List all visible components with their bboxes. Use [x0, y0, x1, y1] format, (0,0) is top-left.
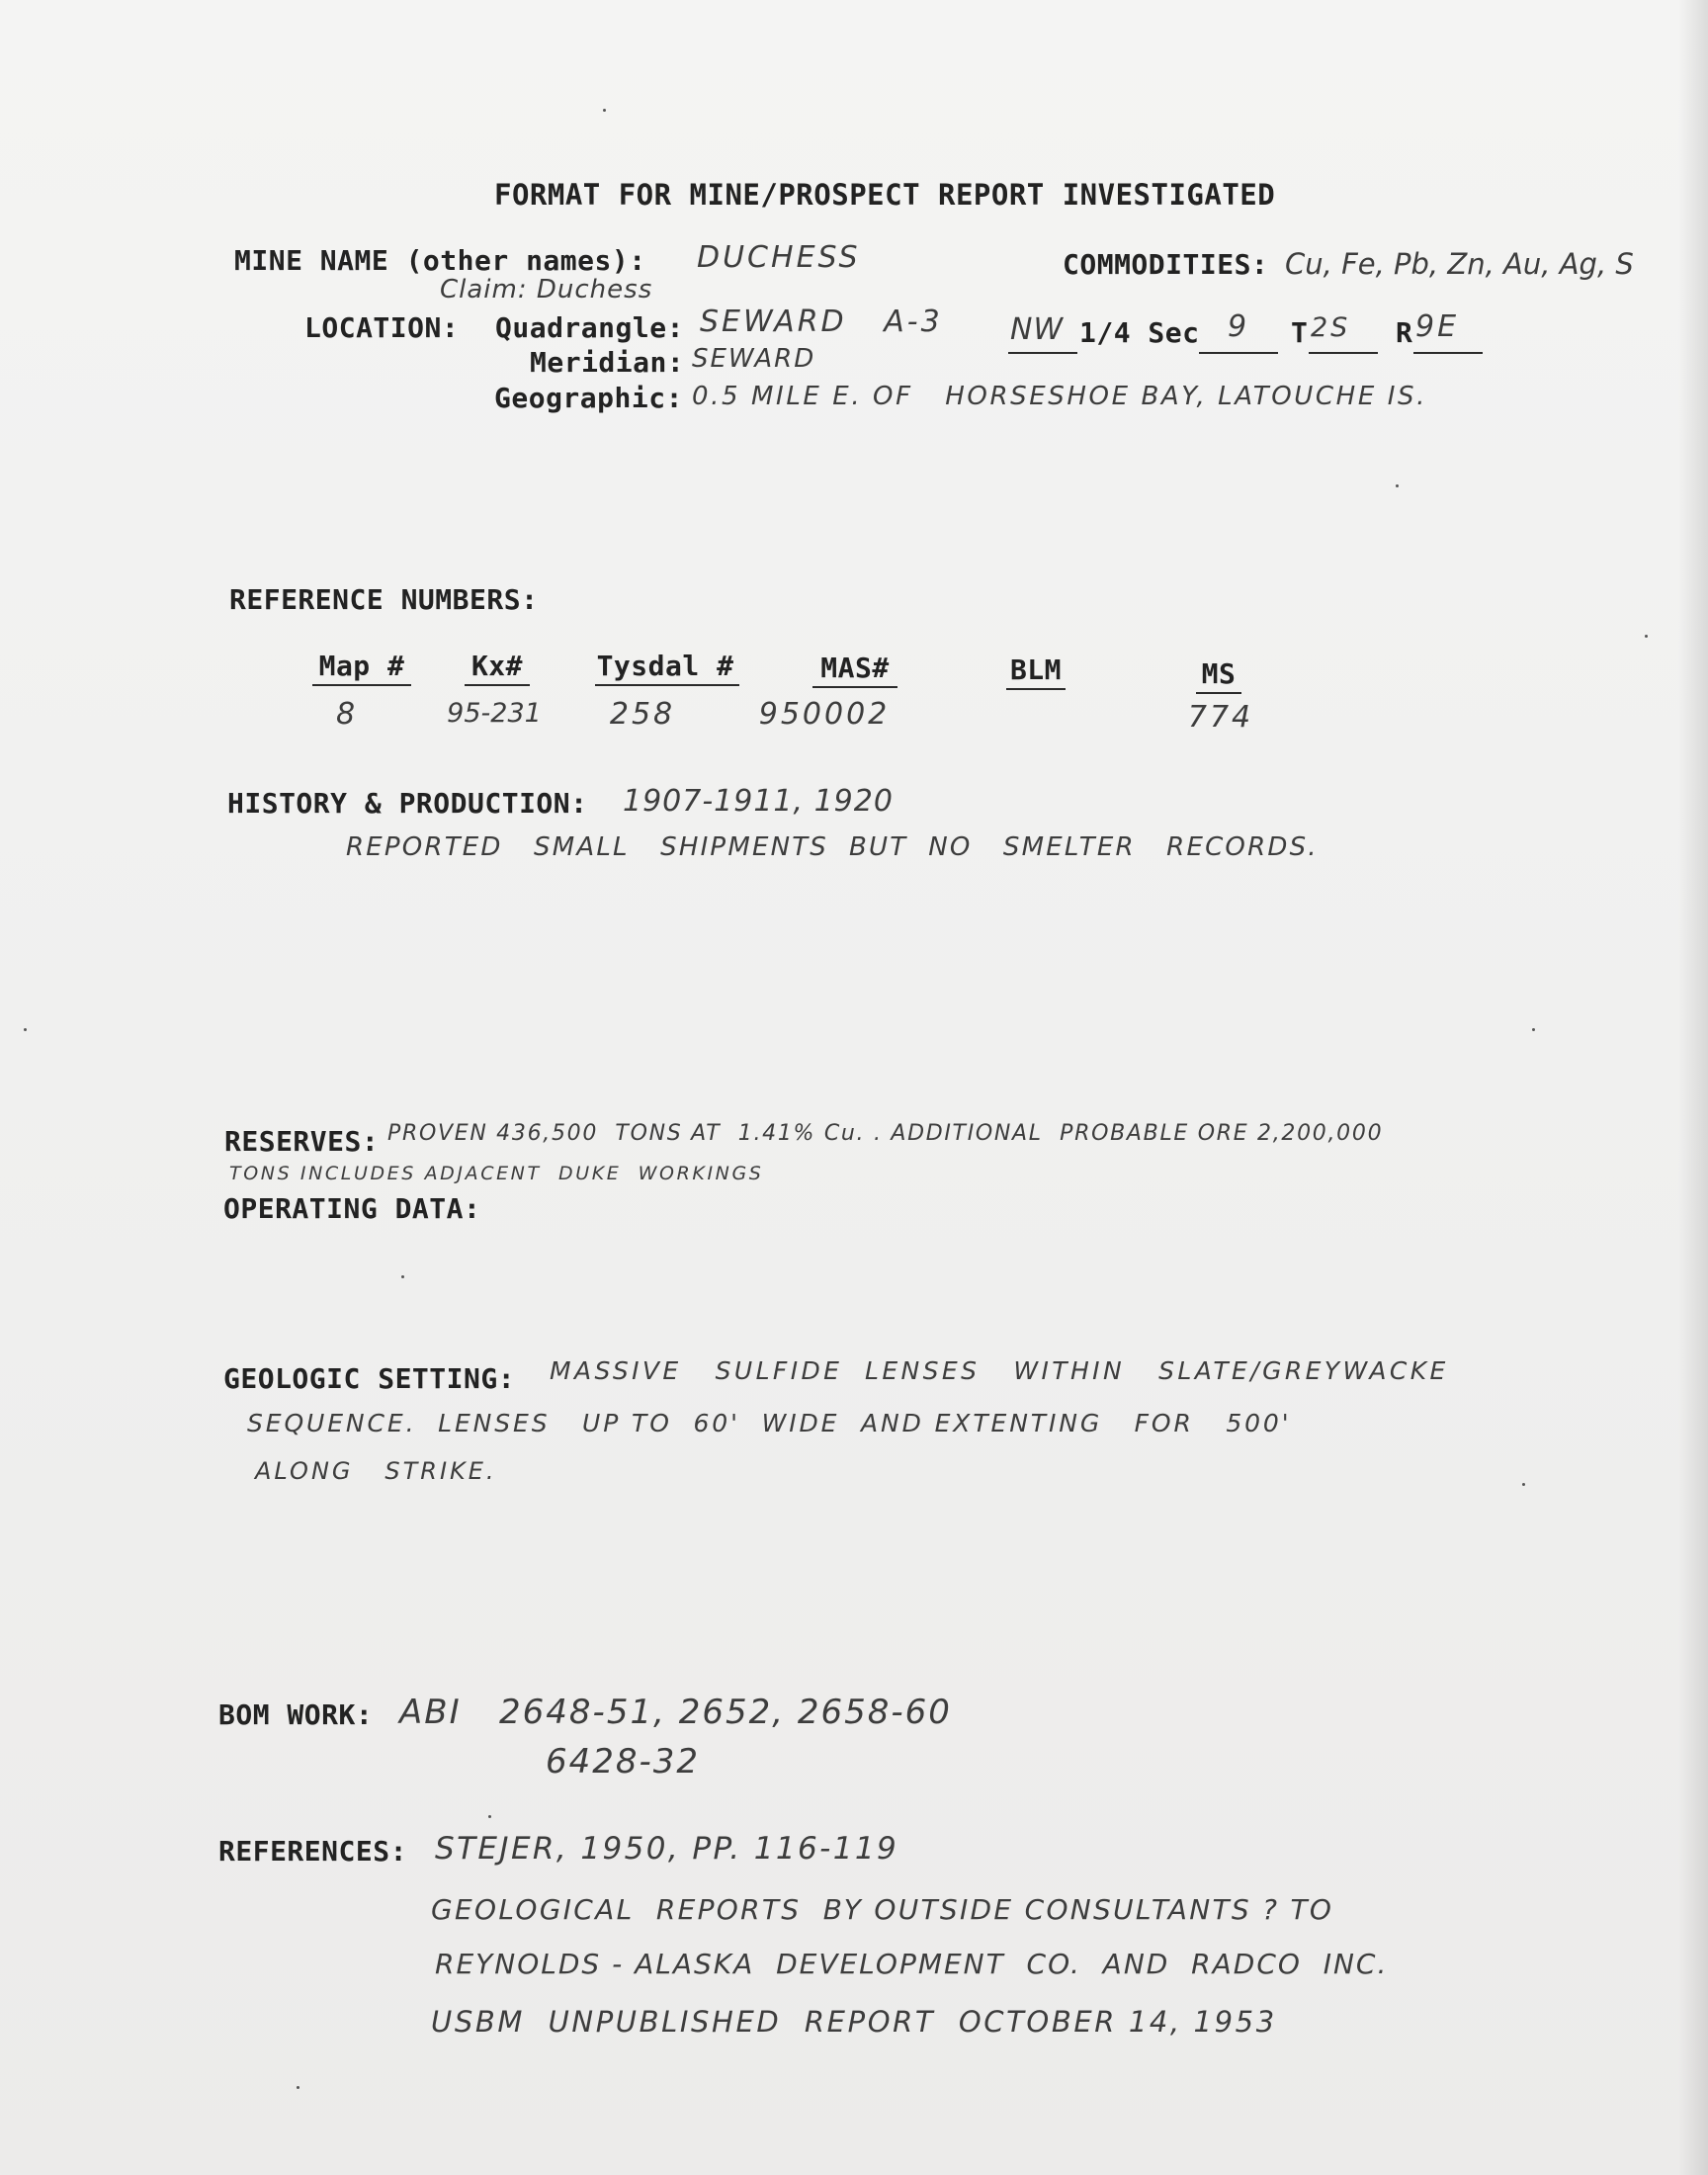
- page-edge-shadow: [1678, 0, 1708, 2175]
- scan-speck: [1532, 1028, 1535, 1031]
- scan-speck: [488, 1815, 491, 1818]
- geologic-line-2: SEQUENCE. LENSES UP TO 60' WIDE AND EXTENTING FOR 500': [247, 1409, 1292, 1437]
- ref-col-map: Map #: [318, 650, 405, 682]
- ref-col-kx-underline: [465, 684, 530, 686]
- ref-col-blm: BLM: [1009, 653, 1063, 686]
- sec-underline: [1199, 352, 1278, 354]
- references-line-1: STEJER, 1950, PP. 116-119: [435, 1831, 899, 1867]
- references-line-3: REYNOLDS - ALASKA DEVELOPMENT CO. AND RADCO INC.: [435, 1948, 1389, 1980]
- range-label: R: [1396, 316, 1413, 349]
- ref-col-tysdal: Tysdal #: [596, 650, 734, 682]
- ref-value-mas: 950002: [758, 697, 891, 732]
- ref-col-tysdal-underline: [595, 684, 739, 686]
- ref-value-tysdal: 258: [609, 697, 676, 732]
- ref-value-kx: 95-231: [447, 698, 542, 729]
- form-title: FORMAT FOR MINE/PROSPECT REPORT INVESTIGATED: [494, 178, 1276, 212]
- reserves-line-1: PROVEN 436,500 TONS AT 1.41% Cu. . ADDITIONAL PROBABLE ORE 2,200,000: [387, 1121, 1384, 1146]
- operating-data-label: OPERATING DATA:: [223, 1192, 481, 1225]
- ref-col-ms: MS: [1201, 657, 1237, 690]
- quadrangle-label: Quadrangle:: [495, 311, 684, 344]
- ref-value-map: 8: [335, 697, 359, 732]
- township-label: T: [1291, 316, 1309, 349]
- scan-speck: [401, 1275, 404, 1278]
- bom-work-line-1: ABI 2648-51, 2652, 2658-60: [399, 1693, 952, 1732]
- quarter-value: NW: [1010, 312, 1065, 347]
- township-underline: [1309, 352, 1378, 354]
- ref-col-mas-underline: [812, 686, 897, 688]
- bom-work-line-2: 6428-32: [546, 1742, 701, 1782]
- history-years: 1907-1911, 1920: [623, 784, 894, 819]
- range-underline: [1413, 352, 1483, 354]
- geologic-line-3: ALONG STRIKE.: [255, 1457, 497, 1485]
- geologic-setting-label: GEOLOGIC SETTING:: [223, 1362, 516, 1395]
- reserves-label: RESERVES:: [224, 1125, 380, 1158]
- quadrangle-value: SEWARD A-3: [700, 304, 943, 339]
- ref-col-blm-underline: [1006, 688, 1066, 690]
- scan-speck: [1522, 1483, 1525, 1486]
- ref-col-kx: Kx#: [470, 650, 524, 682]
- scan-speck: [1396, 484, 1399, 487]
- range-value: 9E: [1415, 309, 1460, 344]
- mine-name-value: DUCHESS: [697, 240, 861, 275]
- references-label: REFERENCES:: [218, 1835, 407, 1868]
- geographic-label: Geographic:: [494, 382, 683, 414]
- commodities-label: COMMODITIES:: [1063, 248, 1269, 281]
- commodities-value: Cu, Fe, Pb, Zn, Au, Ag, S: [1285, 247, 1634, 281]
- geographic-value: 0.5 MILE E. OF HORSESHOE BAY, LATOUCHE IS.: [692, 382, 1427, 411]
- history-label: HISTORY & PRODUCTION:: [227, 787, 588, 820]
- quarter-underline: [1008, 352, 1077, 354]
- mine-name-label: MINE NAME (other names):: [234, 244, 646, 277]
- scan-speck: [1645, 635, 1648, 638]
- scan-speck: [297, 2086, 299, 2089]
- reference-numbers-label: REFERENCE NUMBERS:: [229, 583, 539, 616]
- bom-work-label: BOM WORK:: [218, 1698, 374, 1731]
- reserves-line-2: TONS INCLUDES ADJACENT DUKE WORKINGS: [229, 1163, 764, 1184]
- scan-speck: [603, 109, 606, 112]
- ref-col-mas: MAS#: [820, 652, 890, 684]
- ref-col-ms-underline: [1196, 692, 1241, 694]
- meridian-value: SEWARD: [692, 344, 816, 374]
- references-line-2: GEOLOGICAL REPORTS BY OUTSIDE CONSULTANTS ? TO: [431, 1893, 1334, 1926]
- ref-value-ms: 774: [1187, 700, 1254, 735]
- claim-note: Claim: Duchess: [440, 275, 653, 304]
- ref-col-map-underline: [312, 684, 411, 686]
- township-value: 2S: [1311, 312, 1351, 343]
- history-note: REPORTED SMALL SHIPMENTS BUT NO SMELTER RECORDS.: [346, 832, 1319, 862]
- scan-speck: [24, 1028, 27, 1031]
- sec-value: 9: [1227, 309, 1250, 344]
- references-line-4: USBM UNPUBLISHED REPORT OCTOBER 14, 1953: [431, 2005, 1277, 2039]
- location-label: LOCATION:: [304, 311, 460, 344]
- quarter-sec-label: 1/4 Sec: [1079, 316, 1200, 349]
- geologic-line-1: MASSIVE SULFIDE LENSES WITHIN SLATE/GREYWACKE: [550, 1356, 1449, 1385]
- meridian-label: Meridian:: [530, 346, 685, 379]
